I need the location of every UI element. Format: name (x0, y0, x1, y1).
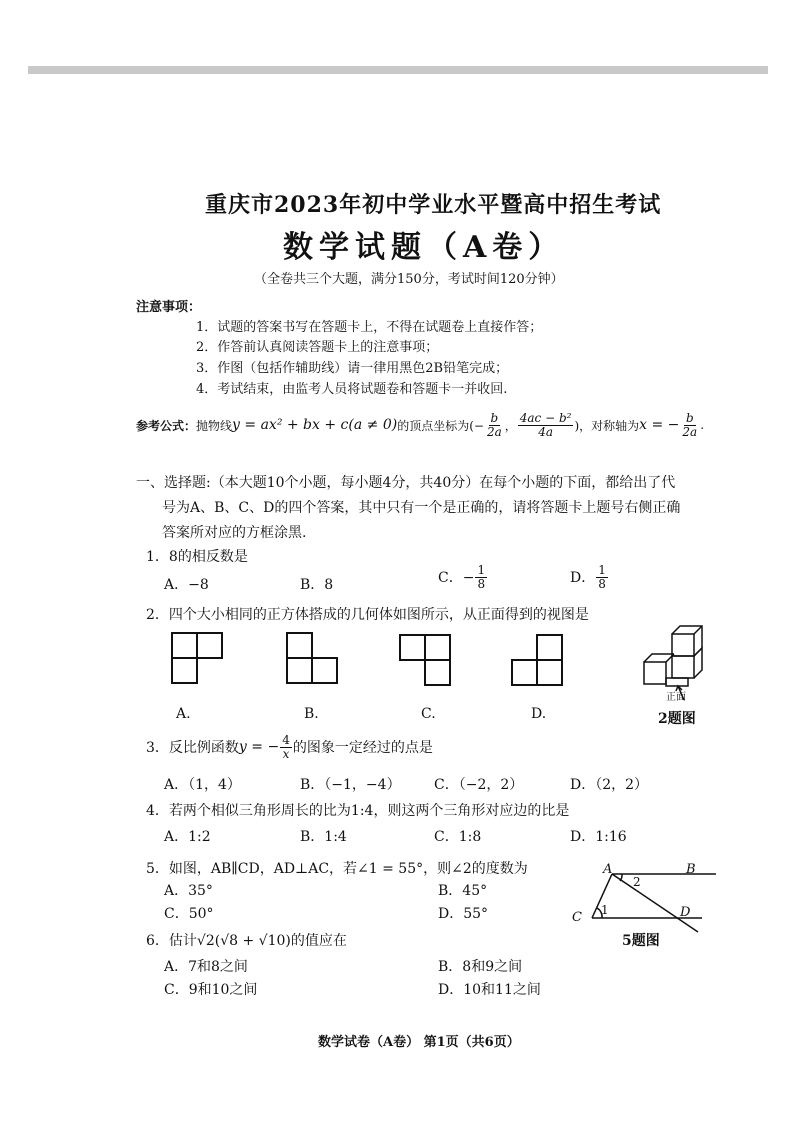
point-c-label: C (572, 910, 582, 925)
question-3-stem (146, 734, 433, 760)
reference-formula (136, 412, 704, 438)
question-4-stem: 4．若两个相似三角形周长的比为1:4，则这两个三角形对应边的比是 (146, 803, 570, 819)
fraction-numerator: b (490, 411, 499, 425)
option-d-view (512, 635, 562, 685)
option-c-view (400, 635, 450, 685)
question-1-stem: 1．8的相反数是 (146, 549, 248, 565)
point-d-label: D (680, 905, 691, 920)
formula-text-3: ， (504, 418, 517, 433)
question-3-option-b: B．（−1，−4） (300, 777, 401, 793)
section-1-line-1: 一、选择题:（本大题10个小题，每小题4分，共40分）在每个小题的下面，都给出了代 (136, 475, 676, 491)
question-2-option-a: A. (176, 706, 191, 722)
question-1-option-d (570, 564, 609, 590)
fraction-axis (680, 412, 699, 438)
note-item-3: 3．作图（包括作辅助线）请一律用黑色2B铅笔完成； (196, 361, 509, 376)
question-6-stem: 6．估计√2(√8 + √10)的值应在 (146, 933, 347, 949)
exam-title: 重庆市2023年初中学业水平暨高中招生考试 (205, 192, 662, 218)
fraction-denominator: 2a (486, 424, 502, 439)
formula-text-6: . (700, 418, 705, 433)
fraction-vertex-y (518, 412, 574, 438)
question-6-option-c: C．9和10之间 (164, 982, 258, 998)
question-2-stem: 2．四个大小相同的正方体搭成的几何体如图所示，从正面得到的视图是 (146, 607, 589, 623)
question-6-option-a: A．7和8之间 (164, 959, 248, 975)
question-5-figure-label: 5题图 (622, 933, 660, 949)
question-5-option-d: D．55° (438, 906, 489, 922)
top-shadow-bar (28, 66, 768, 74)
question-2-option-d: D. (531, 706, 547, 722)
question-5-option-a: A．35° (164, 883, 213, 899)
question-4-option-d: D．1:16 (570, 829, 627, 845)
formula-label: 参考公式： (136, 418, 197, 433)
question-3-prefix: 3．反比例函数 (146, 740, 239, 757)
fraction-numerator: b (685, 411, 694, 425)
question-5-stem: 5．如图，AB∥CD，AD⊥AC，若∠1 = 55°，则∠2的度数为 (146, 861, 528, 877)
option-a-view (172, 633, 222, 683)
point-a-label: A (603, 862, 613, 877)
question-4-option-c: C．1:8 (434, 829, 482, 845)
point-b-label: B (686, 862, 696, 877)
question-5-option-b: B．45° (438, 883, 488, 899)
fraction-numerator: 1 (477, 563, 486, 577)
fraction-one-eighth (475, 564, 487, 590)
question-2-figure-label: 2题图 (658, 711, 696, 727)
question-2-option-b: B. (304, 706, 319, 722)
option-c-prefix: C．− (438, 570, 475, 587)
formula-text-1: 抛物线 (196, 418, 233, 433)
angle-1-label: 1 (601, 903, 609, 917)
front-view-label: 正面 (666, 692, 686, 703)
question-6-option-b: B．8和9之间 (438, 959, 523, 975)
question-3-option-c: C．（−2，2） (434, 777, 524, 793)
fraction-denominator: 4a (538, 424, 553, 439)
fraction-numerator: 1 (598, 563, 606, 577)
formula-axis: x = − (639, 417, 680, 434)
question-3-option-d: D．（2，2） (570, 777, 649, 793)
note-item-4: 4．考试结束，由监考人员将试题卷和答题卡一并收回. (196, 382, 508, 397)
question-4-option-b: B．1:4 (300, 829, 347, 845)
question-6-option-d: D．10和11之间 (438, 982, 541, 998)
question-3-option-a: A．（1，4） (164, 777, 241, 793)
question-1-option-a: A．−8 (164, 577, 209, 593)
angle-2-label: 2 (633, 875, 641, 889)
formula-parabola: y = ax² + bx + c(a ≠ 0) (232, 417, 398, 434)
formula-text-4: )，对称轴为 (574, 418, 640, 433)
fraction-denominator: 8 (598, 576, 606, 591)
fraction-denominator: 8 (477, 576, 486, 591)
note-item-2: 2．作答前认真阅读答题卡上的注意事项； (196, 340, 439, 355)
fraction-four-over-x (280, 734, 292, 760)
question-3-suffix: 的图象一定经过的点是 (292, 740, 433, 757)
option-b-view (287, 633, 337, 683)
fraction-denominator: x (282, 746, 290, 761)
fraction-numerator: 4ac − b² (519, 411, 572, 425)
formula-text-2: 的顶点坐标为(− (397, 418, 484, 433)
page-footer: 数学试卷（A卷） 第1页（共6页） (318, 1035, 520, 1050)
fraction-b-over-2a (485, 412, 504, 438)
option-d-prefix: D． (570, 570, 596, 587)
question-3-function: y = − (238, 739, 280, 756)
section-1-line-2: 号为A、B、C、D的四个答案，其中只有一个是正确的，请将答题卡上题号右侧正确 (162, 500, 681, 516)
fraction-denominator: 2a (682, 424, 698, 439)
section-1-line-3: 答案所对应的方框涂黑. (162, 525, 307, 541)
question-1-option-c (438, 564, 488, 590)
segment-ad (612, 874, 698, 932)
note-item-1: 1．试题的答案书写在答题卡上，不得在试题卷上直接作答； (196, 320, 543, 335)
question-5-option-c: C．50° (164, 906, 214, 922)
question-4-option-a: A．1:2 (164, 829, 211, 845)
subject-title: 数学试题（A卷） (283, 230, 565, 265)
fraction-numerator: 4 (282, 733, 290, 747)
question-2-option-c: C. (421, 706, 436, 722)
notes-title: 注意事项： (136, 300, 202, 315)
fraction-one-eighth (596, 564, 608, 590)
question-1-option-b: B．8 (300, 577, 334, 593)
exam-info: （全卷共三个大题，满分150分，考试时间120分钟） (254, 272, 564, 287)
